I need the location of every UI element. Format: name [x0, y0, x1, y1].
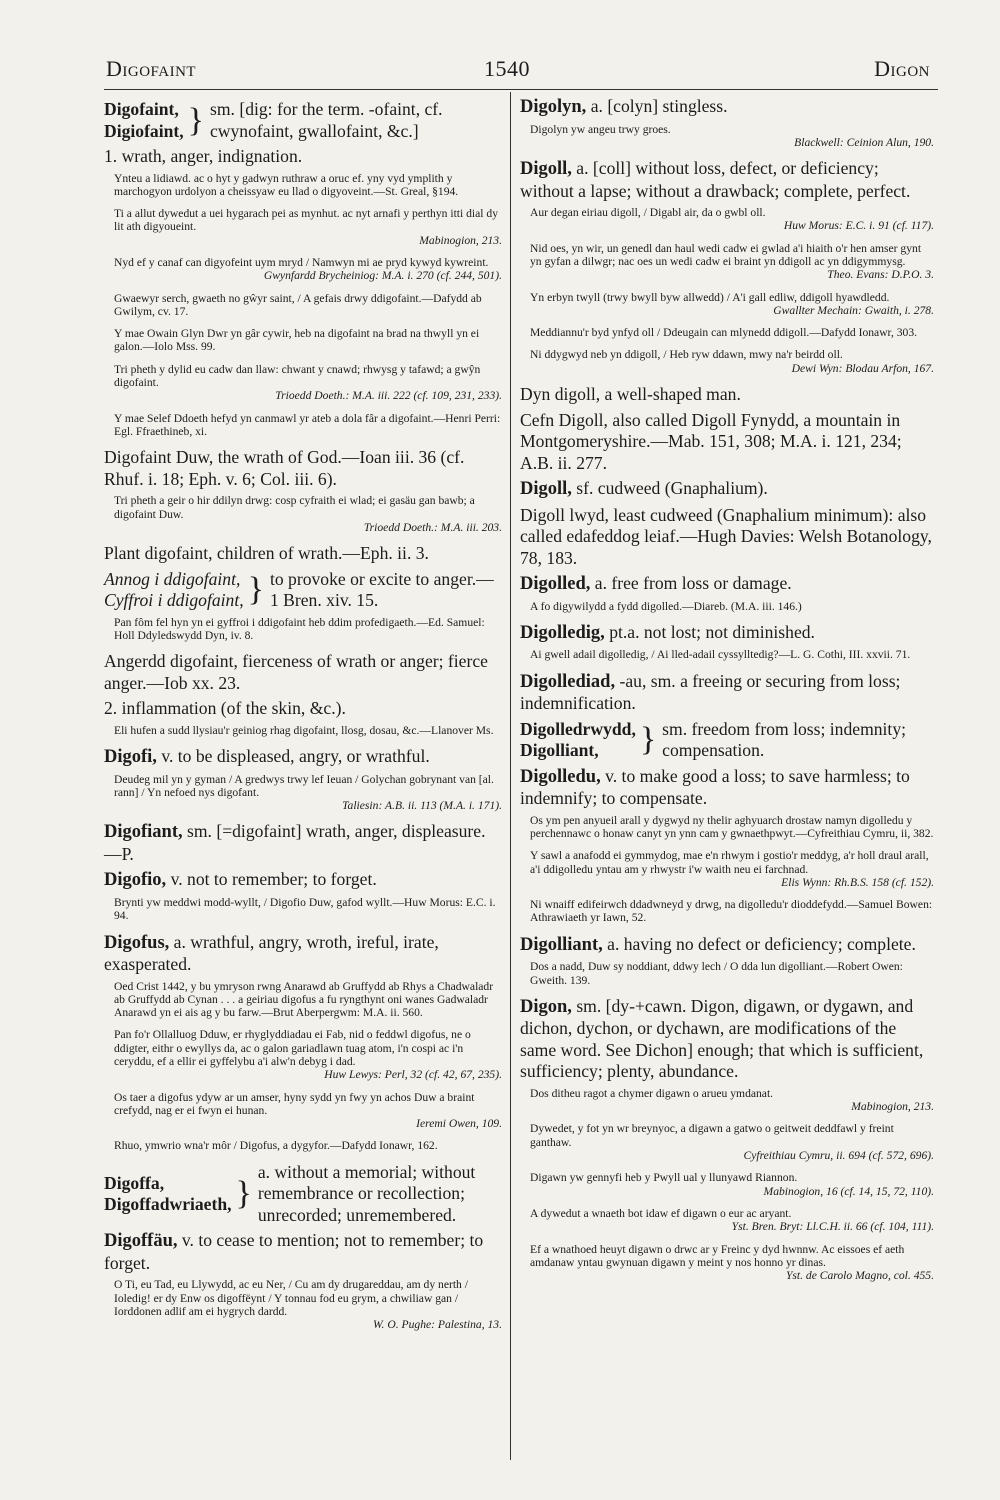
phrase-entry: Cefn Digoll, also called Digoll Fynydd, a mountain in Montgomeryshire.—Mab. 151, 308; M.A. i. 121, 234; A.B. ii. 277.: [520, 409, 902, 473]
entry-headword: Digoll,: [520, 479, 572, 500]
entry-headword: Digolliant,: [520, 934, 603, 955]
quotation-citation: Gwynfardd Brycheiniog: M.A. i. 270 (cf. 244, 501).: [263, 269, 502, 283]
quotation: [114, 412, 502, 439]
quotation: [530, 960, 934, 987]
quotation: [530, 123, 934, 150]
entry-definition: to provoke or excite to anger.—1 Bren. xiv. 15.: [269, 568, 494, 611]
quotation-text: Tri pheth a geir o hir ddilyn drwg: cosp cyfraith ei wlad; ei gasäu gan bawb; a digofaint Duw.: [114, 494, 475, 521]
quotation: [114, 616, 502, 643]
quotation: [530, 291, 934, 318]
grouped-headwords: [520, 719, 636, 762]
quotation: [530, 326, 934, 339]
dictionary-entry: [520, 671, 934, 715]
quotation: [114, 773, 502, 813]
dictionary-entry: [104, 932, 502, 976]
dictionary-entry: [520, 934, 934, 957]
sense-line: 1. wrath, anger, indignation.: [104, 146, 303, 166]
quotation: [114, 1278, 502, 1331]
quotation-citation: Elis Wynn: Rh.B.S. 158 (cf. 152).: [781, 875, 934, 889]
quotation: [530, 1171, 934, 1198]
entry-definition: sm. [=digofaint] wrath, anger, displeasure.—P.: [104, 821, 486, 864]
dictionary-entry: [104, 1230, 502, 1274]
phrase-entry: Dyn digoll, a well-shaped man.: [520, 384, 741, 405]
quotation-text: Dos ditheu ragot a chymer digawn o arueu ymdanat.: [530, 1086, 774, 1100]
entry-definition: a. having no defect or deficiency; complete.: [602, 933, 916, 954]
quotation: [114, 327, 502, 354]
grouped-entry: [104, 99, 502, 142]
quotation-text: Ni ddygwyd neb yn ddigoll, / Heb ryw ddawn, mwy na'r beirdd oll.: [530, 348, 843, 362]
page-number: 1540: [484, 56, 530, 81]
quotation-text: Gwaewyr serch, gwaeth no gŵyr saint, / A gefais drwy ddigofaint.—Dafydd ab Gwilym, cv. 17.: [114, 291, 482, 318]
entry-definition: sf. cudweed (Gnaphalium).: [571, 478, 768, 499]
dictionary-entry: [520, 996, 934, 1083]
quotation-text: Eli hufen a sudd llysiau'r geiniog rhag digofaint, llosg, dosau, &c.—Llanover Ms.: [114, 723, 494, 737]
quotation-text: Meddiannu'r byd ynfyd oll / Ddeugain can mlynedd ddigoll.—Dafydd Ionawr, 303.: [530, 326, 918, 340]
quotation: [530, 1243, 934, 1283]
brace-glyph: }: [639, 721, 657, 759]
quotation-text: A dywedut a wnaeth bot idaw ef digawn o eur ac aryant.: [530, 1206, 792, 1220]
dictionary-entry: [520, 622, 934, 645]
quotation-text: Y sawl a anafodd ei gymmydog, mae e'n rhwym i gostio'r meddyg, a'r holl draul arall, a'i ddigolledu yntau am y rhwystr i'w waith neu ei farchnad.: [530, 849, 929, 876]
quotation-citation: Huw Lewys: Perl, 32 (cf. 42, 67, 235).: [324, 1068, 502, 1082]
sense-line: 2. inflammation (of the skin, &c.).: [104, 698, 346, 719]
grouped-headwords: [104, 569, 244, 612]
entry-definition: sm. [dig: for the term. -ofaint, cf. cwynofaint, gwallofaint, &c.]: [210, 99, 443, 141]
grouped-headwords: [104, 99, 184, 142]
quotation-text: Os taer a digofus ydyw ar un amser, hyny sydd yn fwy yn achos Duw a braint crefydd, nag er ei fwyn ei hunan.: [114, 1090, 475, 1117]
entry-definition: -au, sm. a freeing or securing from loss; indemnification.: [520, 670, 901, 714]
entry-headword: Digofio,: [104, 870, 167, 891]
entry-headword: Digoffadwriaeth,: [104, 1194, 232, 1215]
running-head-right: Digon: [874, 56, 930, 81]
quotation: [530, 849, 934, 889]
grouped-entry: [520, 719, 934, 762]
quotation-text: Dos a nadd, Duw sy noddiant, ddwy lech / O dda lun digolliant.—Robert Owen: Gweith. 139.: [530, 960, 903, 987]
quotation-text: Ef a wnathoed heuyt digawn o drwc ar y Freinc y dyd hwnnw. Ac eissoes ef aeth amdanaw yntau gwynuan digawn y meint y nos honno yr dinas.: [530, 1242, 905, 1269]
quotation-citation: W. O. Pughe: Palestina, 13.: [372, 1318, 502, 1332]
entry-headword: Digoffa,: [104, 1172, 165, 1193]
quotation: [530, 1122, 934, 1162]
quotation: [530, 898, 934, 925]
quotation-text: Nid oes, yn wir, un genedl dan haul wedi cadw ei gwlad a'i hiaith o'r hen amser gynt yn gyfan a dilwgr; nac oes un wedi cadw ei braint yn ddigoll ac yn ddigymmysg.: [530, 241, 922, 268]
entry-definition: v. not to remember; to forget.: [166, 869, 377, 890]
quotation-text: Os ym pen anyueil arall y dygwyd ny thelir aghyuarch drostaw namyn digolledu y perchennawc o honaw canyt yn ynn cam y gwnaethpwyt.—Cyfreithiau Cymru, ii, 382.: [530, 813, 934, 840]
quotation-citation: Yst. de Carolo Magno, col. 455.: [785, 1269, 934, 1283]
quotation-text: Yn erbyn twyll (trwy bwyll byw allwedd) / A'i gall edliw, ddigoll hyawdledd.: [530, 290, 890, 304]
quotation: [114, 1028, 502, 1081]
entry-headword: Annog i ddigofaint,: [104, 568, 241, 589]
dictionary-entry: [520, 478, 934, 501]
entry-definition: pt.a. not lost; not diminished.: [604, 621, 815, 642]
quotation-text: Ti a allut dywedut a uei hygarach pei as mynhut. ac nyt arnafi y perthyn itti dial dy lit ath digyoueint.: [114, 207, 499, 234]
quotation: [114, 896, 502, 923]
quotation-citation: Huw Morus: E.C. i. 91 (cf. 117).: [783, 219, 934, 233]
quotation-text: Pan fo'r Ollalluog Dduw, er rhyglyddiadau ei Fab, nid o feddwl digofus, ne o ddigter, eithr o ewyllys da, ac o galon gariadlawn tuag atom, i'n cospi ac i'n ceryddu, ef a ellir ei gyffelybu a'i alw'n debyg i dad.: [114, 1028, 471, 1068]
quotation-text: Y mae Selef Ddoeth hefyd yn canmawl yr ateb a dola fâr a digofaint.—Henri Perri: Egl. Ffraethineb, xi.: [114, 411, 501, 438]
quotation: [114, 724, 502, 737]
quotation-citation: Yst. Bren. Bryt: Ll.C.H. ii. 66 (cf. 104, 111).: [731, 1220, 934, 1234]
entry-definition: a. free from loss or damage.: [590, 573, 792, 594]
quotation-citation: Blackwell: Ceinion Alun, 190.: [794, 135, 934, 149]
quotation-text: Ynteu a lidiawd. ac o hyt y gadwyn ruthraw a oruc ef. yny vyd ymplith y marchogyon urdolyon a cheissyaw eu llad o digyoveint.—St. Greal, §194.: [114, 171, 459, 198]
dictionary-entry: [104, 821, 502, 865]
quotation-text: Tri pheth y dylid eu cadw dan llaw: chwant y cnawd; rhwysg y tafawd; a gwŷn digofaint.: [114, 362, 481, 390]
quotation-text: A fo digywilydd a fydd digolled.—Diareb. (M.A. iii. 146.): [530, 599, 802, 613]
quotation-citation: Cyfreithiau Cymru, ii. 694 (cf. 572, 696).: [743, 1149, 934, 1163]
quotation: [114, 256, 502, 283]
brace-glyph: }: [247, 571, 264, 609]
quotation-citation: Dewi Wyn: Blodau Arfon, 167.: [791, 361, 934, 375]
grouped-headwords: [104, 1173, 232, 1216]
entry-headword: Digollediad,: [520, 671, 616, 692]
quotation-text: Oed Crist 1442, y bu ymryson rwng Anarawd ab Gruffydd ab Rhys a Chadwaladr ab Gruffydd ab Cynan . . . a geiriau digofus a fu ryngthynt oni wanes Gadwaladr Anarawd yn ei ais ag y bu farw.—Brut Aberpergwm: M.A. ii. 560.: [114, 979, 494, 1020]
quotation-text: Digolyn yw angeu trwy groes.: [530, 122, 671, 136]
quotation: [114, 1139, 502, 1152]
entry-definition: v. to cease to mention; not to remember; to forget.: [104, 1230, 484, 1273]
quotation-text: Dywedet, y fot yn wr breynyoc, a digawn a gatwo o geitweit deddfawl y freint ganthaw.: [530, 1122, 894, 1149]
quotation: [114, 1091, 502, 1131]
entry-headword: Digon,: [520, 996, 572, 1017]
quotation-text: Digawn yw gennyfi heb y Pwyll ual y llunyawd Riannon.: [530, 1171, 798, 1185]
dictionary-entry: [104, 746, 502, 769]
entry-definition: a. [coll] without loss, defect, or deficiency; without a lapse; without a drawback; complete, perfect.: [520, 158, 911, 201]
quotation: [114, 363, 502, 403]
quotation-citation: Trioedd Doeth.: M.A. iii. 222 (cf. 109, 231, 233).: [275, 389, 502, 403]
quotation-citation: Mabinogion, 213.: [851, 1100, 934, 1114]
entry-headword: Digoll,: [520, 159, 572, 180]
quotation-text: O Ti, eu Tad, eu Llywydd, ac eu Ner, / Cu am dy drugareddau, am dy nerth / Ioledig! er dy Enw os digoffëynt / Y tonnau fod eu grym, a chwiliaw gan / Iorddonen adlif am ei hygrych dardd.: [114, 1278, 468, 1318]
quotation: [530, 348, 934, 375]
phrase-entry: Digofaint Duw, the wrath of God.—Ioan iii. 36 (cf. Rhuf. i. 18; Eph. v. 6; Col. iii. 6).: [104, 447, 465, 489]
brace-glyph: }: [235, 1175, 252, 1213]
page-header: [104, 50, 938, 90]
entry-definition: sm. freedom from loss; indemnity; compensation.: [662, 718, 907, 761]
quotation: [530, 242, 934, 282]
quotation-text: Y mae Owain Glyn Dwr yn gâr cywir, heb na digofaint na brad na thwyll yn ei galon.—Iolo Mss. 99.: [114, 327, 480, 354]
entry-headword: Digofiant,: [104, 822, 183, 843]
quotation-text: Nyd ef y canaf can digyofeint uym mryd / Namwyn mi ae pryd kywyd kywreint.: [114, 255, 489, 269]
quotation-text: Deudeg mil yn y gyman / A gredwys trwy lef Ieuan / Golychan gobrynant van [al. rann] / Yn nefoed nys digofant.: [114, 772, 494, 799]
quotation: [530, 1207, 934, 1234]
right-column: [520, 96, 934, 1291]
quotation: [530, 600, 934, 613]
entry-headword: Cyffroi i ddigofaint,: [104, 590, 244, 611]
entry-headword: Digofi,: [104, 747, 157, 768]
entry-definition: v. to make good a loss; to save harmless; to indemnify; to compensate.: [520, 765, 910, 809]
column-divider: [510, 92, 511, 1460]
quotation: [530, 648, 934, 661]
entry-definition: sm. [dy-+cawn. Digon, digawn, or dygawn, and dichon, dychon, or dychawn, are modifications of the same word. See Dichon] enough; that which is sufficient, sufficiency; plenty, abundance.: [520, 995, 924, 1082]
running-head-left: Digofaint: [106, 56, 197, 81]
entry-headword: Digiofaint,: [104, 120, 184, 141]
phrase-entry: Angerdd digofaint, fierceness of wrath or anger; fierce anger.—Iob xx. 23.: [104, 651, 488, 693]
quotation-citation: Theo. Evans: D.P.O. 3.: [827, 268, 934, 282]
phrase-entry: Digoll lwyd, least cudweed (Gnaphalium minimum): also called edafeddog leiaf.—Hugh Davies: Welsh Botanology, 78, 183.: [520, 504, 932, 568]
dictionary-entry: [520, 573, 934, 596]
entry-headword: Digolled,: [520, 574, 591, 595]
quotation-text: Aur degan eiriau digoll, / Digabl air, da o gwbl oll.: [530, 206, 766, 220]
dictionary-entry: [520, 96, 934, 119]
quotation-citation: Trioedd Doeth.: M.A. iii. 203.: [363, 520, 502, 534]
entry-definition: a. wrathful, angry, wroth, ireful, irate, exasperated.: [104, 931, 439, 975]
quotation-citation: Gwallter Mechain: Gwaith, i. 278.: [773, 303, 934, 317]
quotation-citation: Ieremi Owen, 109.: [416, 1117, 502, 1131]
entry-definition: a. [colyn] stingless.: [586, 96, 728, 116]
quotation: [530, 1087, 934, 1114]
quotation: [114, 494, 502, 534]
phrase-entry: Plant digofaint, children of wrath.—Eph. ii. 3.: [104, 543, 429, 564]
quotation: [114, 980, 502, 1020]
entry-headword: Digolledig,: [520, 622, 605, 643]
quotation: [114, 207, 502, 247]
grouped-entry: [104, 1162, 502, 1227]
entry-headword: Digolledu,: [520, 766, 601, 787]
quotation: [114, 292, 502, 319]
quotation-citation: Mabinogion, 213.: [419, 233, 502, 247]
entry-definition: a. without a memorial; without remembrance or recollection; unrecorded; unremembered.: [257, 1161, 476, 1225]
left-column: [104, 96, 502, 1340]
entry-headword: Digoffäu,: [104, 1231, 178, 1252]
entry-headword: Digolledrwydd,: [520, 718, 636, 739]
header-rule: [104, 89, 938, 90]
quotation: [530, 814, 934, 841]
quotation: [530, 206, 934, 233]
entry-headword: Digolyn,: [520, 97, 587, 117]
grouped-entry: [104, 569, 502, 612]
brace-glyph: }: [187, 101, 204, 139]
entry-headword: Digofus,: [104, 932, 170, 953]
quotation: [114, 172, 502, 199]
quotation-citation: Mabinogion, 16 (cf. 14, 15, 72, 110).: [763, 1184, 934, 1198]
quotation-text: Ni wnaiff edifeirwch ddadwneyd y drwg, na digolledu'r dioddefydd.—Samuel Bowen: Athrawiaeth yr Iawn, 52.: [530, 898, 933, 925]
dictionary-entry: [520, 766, 934, 810]
quotation-text: Brynti yw meddwi modd-wyllt, / Digofio Duw, gafod wyllt.—Huw Morus: E.C. i. 94.: [114, 895, 496, 923]
dictionary-entry: [104, 869, 502, 892]
dictionary-entry: [520, 158, 934, 202]
entry-headword: Digofaint,: [104, 99, 179, 119]
quotation-text: Ai gwell adail digolledig, / Ai lled-adail cyssylltedig?—L. G. Cothi, III. xxvii. 71.: [530, 648, 911, 662]
entry-definition: v. to be displeased, angry, or wrathful.: [156, 746, 430, 767]
entry-headword: Digolliant,: [520, 740, 599, 761]
quotation-text: Rhuo, ymwrio wna'r môr / Digofus, a dygyfor.—Dafydd Ionawr, 162.: [114, 1139, 438, 1153]
quotation-citation: Taliesin: A.B. ii. 113 (M.A. i. 171).: [342, 799, 502, 813]
quotation-text: Pan fôm fel hyn yn ei gyffroi i ddigofaint heb ddim profedigaeth.—Ed. Samuel: Holl Ddyledswydd Dyn, iv. 8.: [114, 615, 485, 642]
